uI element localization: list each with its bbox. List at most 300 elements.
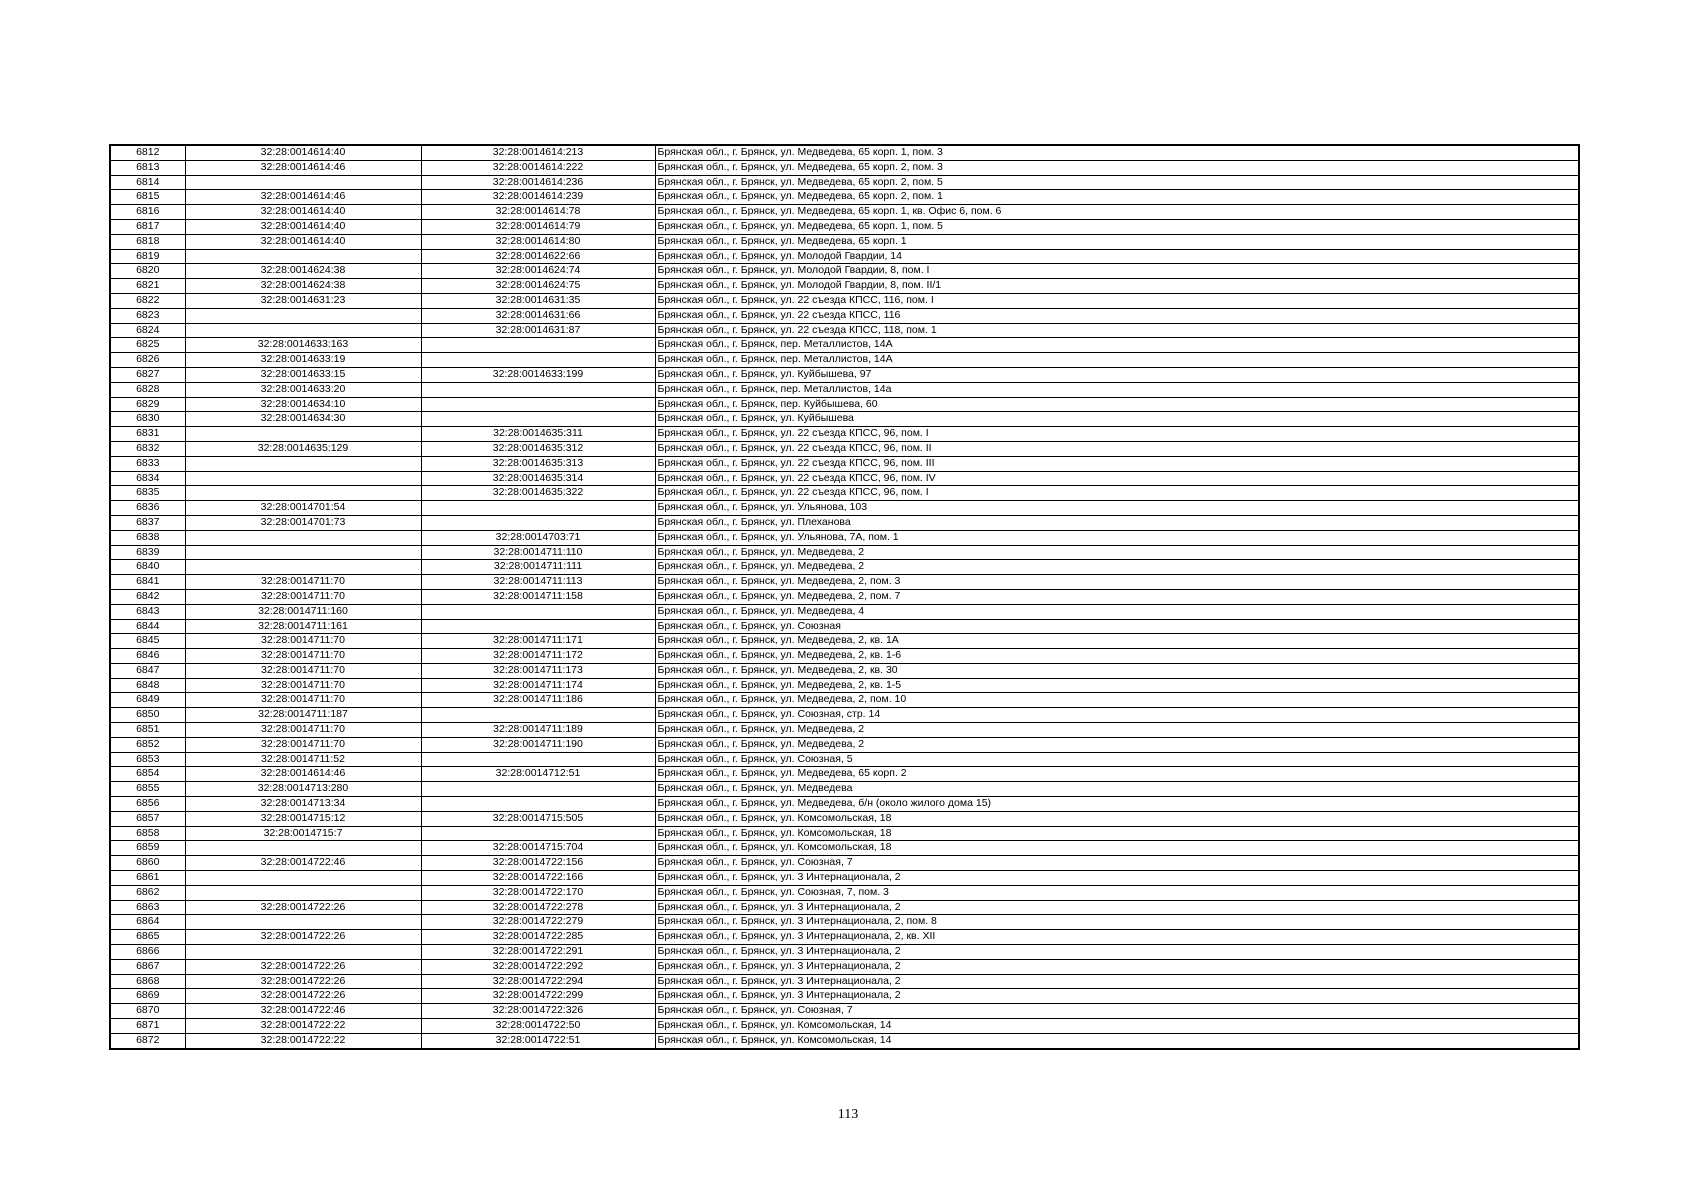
- row-number-cell: 6818: [110, 234, 185, 249]
- land-cadastral-number-cell: 32:28:0014711:187: [185, 708, 421, 723]
- row-number-cell: 6857: [110, 811, 185, 826]
- table-row: [110, 797, 1579, 812]
- row-number-cell: 6837: [110, 515, 185, 530]
- object-cadastral-number-cell: [421, 708, 655, 723]
- row-number-cell: 6833: [110, 456, 185, 471]
- object-cadastral-number-cell: 32:28:0014711:158: [421, 589, 655, 604]
- address-cell: Брянская обл., г. Брянск, ул. Союзная, 7: [655, 1004, 1579, 1019]
- address-cell: Брянская обл., г. Брянск, ул. Медведева, 65 корп. 1, пом. 3: [655, 145, 1579, 160]
- row-number-cell: 6831: [110, 427, 185, 442]
- table-row: [110, 219, 1579, 234]
- row-number-cell: 6869: [110, 989, 185, 1004]
- address-cell: Брянская обл., г. Брянск, ул. Медведева, 2, пом. 10: [655, 693, 1579, 708]
- table-row: [110, 767, 1579, 782]
- page-number: 113: [837, 1107, 859, 1122]
- land-cadastral-number-cell: [185, 885, 421, 900]
- address-cell: Брянская обл., г. Брянск, ул. 22 съезда КПСС, 96, пом. III: [655, 456, 1579, 471]
- table-row: [110, 663, 1579, 678]
- row-number-cell: 6859: [110, 841, 185, 856]
- address-cell: Брянская обл., г. Брянск, ул. Медведева, 65 корп. 1: [655, 234, 1579, 249]
- table-row: [110, 293, 1579, 308]
- row-number-cell: 6832: [110, 441, 185, 456]
- row-number-cell: 6853: [110, 752, 185, 767]
- object-cadastral-number-cell: [421, 797, 655, 812]
- address-cell: Брянская обл., г. Брянск, ул. Куйбышева, 97: [655, 367, 1579, 382]
- object-cadastral-number-cell: 32:28:0014614:239: [421, 190, 655, 205]
- object-cadastral-number-cell: 32:28:0014722:51: [421, 1033, 655, 1048]
- row-number-cell: 6822: [110, 293, 185, 308]
- table-row: [110, 723, 1579, 738]
- row-number-cell: 6864: [110, 915, 185, 930]
- object-cadastral-number-cell: 32:28:0014614:222: [421, 160, 655, 175]
- address-cell: Брянская обл., г. Брянск, ул. 3 Интернационала, 2: [655, 945, 1579, 960]
- table-row: [110, 752, 1579, 767]
- table-row: [110, 915, 1579, 930]
- object-cadastral-number-cell: 32:28:0014711:186: [421, 693, 655, 708]
- land-cadastral-number-cell: 32:28:0014713:280: [185, 782, 421, 797]
- land-cadastral-number-cell: [185, 545, 421, 560]
- table-row: [110, 1033, 1579, 1048]
- address-cell: Брянская обл., г. Брянск, ул. Молодой Гвардии, 8, пом. I: [655, 264, 1579, 279]
- land-cadastral-number-cell: [185, 175, 421, 190]
- table-row: [110, 308, 1579, 323]
- object-cadastral-number-cell: 32:28:0014722:279: [421, 915, 655, 930]
- address-cell: Брянская обл., г. Брянск, ул. Медведева, 2, кв. 1-5: [655, 678, 1579, 693]
- object-cadastral-number-cell: [421, 412, 655, 427]
- object-cadastral-number-cell: 32:28:0014614:236: [421, 175, 655, 190]
- land-cadastral-number-cell: 32:28:0014614:40: [185, 205, 421, 220]
- address-cell: Брянская обл., г. Брянск, ул. Союзная, 7, пом. 3: [655, 885, 1579, 900]
- address-cell: Брянская обл., г. Брянск, ул. Союзная, стр. 14: [655, 708, 1579, 723]
- table-row: [110, 471, 1579, 486]
- table-row: [110, 575, 1579, 590]
- object-cadastral-number-cell: [421, 619, 655, 634]
- table-row: [110, 604, 1579, 619]
- land-cadastral-number-cell: 32:28:0014711:70: [185, 723, 421, 738]
- table-row: [110, 545, 1579, 560]
- row-number-cell: 6827: [110, 367, 185, 382]
- row-number-cell: 6862: [110, 885, 185, 900]
- row-number-cell: 6851: [110, 723, 185, 738]
- object-cadastral-number-cell: 32:28:0014711:190: [421, 737, 655, 752]
- table-row: [110, 515, 1579, 530]
- address-cell: Брянская обл., г. Брянск, ул. 22 съезда КПСС, 96, пом. II: [655, 441, 1579, 456]
- address-cell: Брянская обл., г. Брянск, ул. Молодой Гвардии, 14: [655, 249, 1579, 264]
- address-cell: Брянская обл., г. Брянск, ул. 3 Интернационала, 2: [655, 959, 1579, 974]
- land-cadastral-number-cell: 32:28:0014614:40: [185, 219, 421, 234]
- land-cadastral-number-cell: 32:28:0014614:46: [185, 190, 421, 205]
- table-row: [110, 1019, 1579, 1034]
- address-cell: Брянская обл., г. Брянск, ул. Комсомольская, 18: [655, 841, 1579, 856]
- address-cell: Брянская обл., г. Брянск, ул. Медведева, 65 корп. 2, пом. 1: [655, 190, 1579, 205]
- land-cadastral-number-cell: 32:28:0014614:46: [185, 767, 421, 782]
- land-cadastral-number-cell: [185, 915, 421, 930]
- table-row: [110, 367, 1579, 382]
- table-row: [110, 974, 1579, 989]
- address-cell: Брянская обл., г. Брянск, ул. Союзная, 5: [655, 752, 1579, 767]
- row-number-cell: 6838: [110, 530, 185, 545]
- address-cell: Брянская обл., г. Брянск, ул. Комсомольская, 14: [655, 1033, 1579, 1048]
- table-row: [110, 885, 1579, 900]
- row-number-cell: 6871: [110, 1019, 185, 1034]
- land-cadastral-number-cell: 32:28:0014624:38: [185, 279, 421, 294]
- table-row: [110, 560, 1579, 575]
- address-cell: Брянская обл., г. Брянск, ул. 3 Интернационала, 2: [655, 974, 1579, 989]
- address-cell: Брянская обл., г. Брянск, ул. Медведева, 65 корп. 2, пом. 5: [655, 175, 1579, 190]
- table-row: [110, 959, 1579, 974]
- land-cadastral-number-cell: 32:28:0014711:161: [185, 619, 421, 634]
- table-row: [110, 249, 1579, 264]
- table-row: [110, 264, 1579, 279]
- row-number-cell: 6824: [110, 323, 185, 338]
- row-number-cell: 6816: [110, 205, 185, 220]
- address-cell: Брянская обл., г. Брянск, ул. 22 съезда КПСС, 118, пом. 1: [655, 323, 1579, 338]
- object-cadastral-number-cell: 32:28:0014712:51: [421, 767, 655, 782]
- row-number-cell: 6839: [110, 545, 185, 560]
- land-cadastral-number-cell: [185, 560, 421, 575]
- registry-table-body: [110, 145, 1579, 1049]
- table-row: [110, 900, 1579, 915]
- object-cadastral-number-cell: 32:28:0014715:505: [421, 811, 655, 826]
- object-cadastral-number-cell: 32:28:0014722:326: [421, 1004, 655, 1019]
- address-cell: Брянская обл., г. Брянск, ул. 22 съезда КПСС, 116: [655, 308, 1579, 323]
- object-cadastral-number-cell: 32:28:0014711:174: [421, 678, 655, 693]
- land-cadastral-number-cell: [185, 308, 421, 323]
- table-row: [110, 678, 1579, 693]
- land-cadastral-number-cell: [185, 871, 421, 886]
- table-row: [110, 145, 1579, 160]
- row-number-cell: 6814: [110, 175, 185, 190]
- object-cadastral-number-cell: [421, 782, 655, 797]
- address-cell: Брянская обл., г. Брянск, ул. Медведева, 65 корп. 1, кв. Офис 6, пом. 6: [655, 205, 1579, 220]
- table-row: [110, 456, 1579, 471]
- address-cell: Брянская обл., г. Брянск, ул. 3 Интернационала, 2, кв. XII: [655, 930, 1579, 945]
- land-cadastral-number-cell: 32:28:0014634:30: [185, 412, 421, 427]
- row-number-cell: 6835: [110, 486, 185, 501]
- table-row: [110, 441, 1579, 456]
- object-cadastral-number-cell: 32:28:0014631:87: [421, 323, 655, 338]
- land-cadastral-number-cell: [185, 323, 421, 338]
- row-number-cell: 6813: [110, 160, 185, 175]
- table-row: [110, 782, 1579, 797]
- land-cadastral-number-cell: 32:28:0014614:40: [185, 145, 421, 160]
- row-number-cell: 6872: [110, 1033, 185, 1048]
- table-row: [110, 427, 1579, 442]
- address-cell: Брянская обл., г. Брянск, ул. 3 Интернационала, 2: [655, 871, 1579, 886]
- object-cadastral-number-cell: [421, 752, 655, 767]
- object-cadastral-number-cell: 32:28:0014711:111: [421, 560, 655, 575]
- land-cadastral-number-cell: 32:28:0014722:26: [185, 900, 421, 915]
- table-row: [110, 234, 1579, 249]
- row-number-cell: 6855: [110, 782, 185, 797]
- row-number-cell: 6829: [110, 397, 185, 412]
- address-cell: Брянская обл., г. Брянск, ул. Медведева, 2, кв. 1А: [655, 634, 1579, 649]
- object-cadastral-number-cell: [421, 501, 655, 516]
- land-cadastral-number-cell: [185, 945, 421, 960]
- row-number-cell: 6828: [110, 382, 185, 397]
- row-number-cell: 6820: [110, 264, 185, 279]
- address-cell: Брянская обл., г. Брянск, ул. Куйбышева: [655, 412, 1579, 427]
- address-cell: Брянская обл., г. Брянск, ул. 22 съезда КПСС, 116, пом. I: [655, 293, 1579, 308]
- object-cadastral-number-cell: 32:28:0014631:35: [421, 293, 655, 308]
- land-cadastral-number-cell: 32:28:0014711:70: [185, 678, 421, 693]
- row-number-cell: 6817: [110, 219, 185, 234]
- land-cadastral-number-cell: 32:28:0014711:70: [185, 634, 421, 649]
- row-number-cell: 6821: [110, 279, 185, 294]
- row-number-cell: 6815: [110, 190, 185, 205]
- table-row: [110, 708, 1579, 723]
- table-row: [110, 826, 1579, 841]
- table-row: [110, 945, 1579, 960]
- address-cell: Брянская обл., г. Брянск, ул. Медведева, 65 корп. 1, пом. 5: [655, 219, 1579, 234]
- object-cadastral-number-cell: 32:28:0014711:110: [421, 545, 655, 560]
- land-cadastral-number-cell: 32:28:0014715:12: [185, 811, 421, 826]
- address-cell: Брянская обл., г. Брянск, ул. Медведева, 2, пом. 3: [655, 575, 1579, 590]
- address-cell: Брянская обл., г. Брянск, ул. Медведева, 4: [655, 604, 1579, 619]
- row-number-cell: 6823: [110, 308, 185, 323]
- address-cell: Брянская обл., г. Брянск, ул. 3 Интернационала, 2, пом. 8: [655, 915, 1579, 930]
- object-cadastral-number-cell: 32:28:0014614:78: [421, 205, 655, 220]
- address-cell: Брянская обл., г. Брянск, пер. Металлистов, 14А: [655, 338, 1579, 353]
- object-cadastral-number-cell: 32:28:0014715:704: [421, 841, 655, 856]
- table-row: [110, 501, 1579, 516]
- land-cadastral-number-cell: 32:28:0014633:163: [185, 338, 421, 353]
- land-cadastral-number-cell: 32:28:0014634:10: [185, 397, 421, 412]
- table-row: [110, 160, 1579, 175]
- address-cell: Брянская обл., г. Брянск, ул. Медведева, 2: [655, 545, 1579, 560]
- row-number-cell: 6858: [110, 826, 185, 841]
- address-cell: Брянская обл., г. Брянск, ул. Ульянова, 7А, пом. 1: [655, 530, 1579, 545]
- table-row: [110, 175, 1579, 190]
- land-cadastral-number-cell: 32:28:0014624:38: [185, 264, 421, 279]
- object-cadastral-number-cell: [421, 604, 655, 619]
- row-number-cell: 6834: [110, 471, 185, 486]
- land-cadastral-number-cell: 32:28:0014633:20: [185, 382, 421, 397]
- address-cell: Брянская обл., г. Брянск, ул. 3 Интернационала, 2: [655, 900, 1579, 915]
- row-number-cell: 6830: [110, 412, 185, 427]
- land-cadastral-number-cell: 32:28:0014711:160: [185, 604, 421, 619]
- object-cadastral-number-cell: 32:28:0014722:166: [421, 871, 655, 886]
- object-cadastral-number-cell: 32:28:0014711:173: [421, 663, 655, 678]
- address-cell: Брянская обл., г. Брянск, ул. Медведева, 2, пом. 7: [655, 589, 1579, 604]
- address-cell: Брянская обл., г. Брянск, ул. 22 съезда КПСС, 96, пом. IV: [655, 471, 1579, 486]
- land-cadastral-number-cell: 32:28:0014711:70: [185, 649, 421, 664]
- object-cadastral-number-cell: 32:28:0014631:66: [421, 308, 655, 323]
- object-cadastral-number-cell: [421, 353, 655, 368]
- address-cell: Брянская обл., г. Брянск, пер. Металлистов, 14А: [655, 353, 1579, 368]
- land-cadastral-number-cell: 32:28:0014722:22: [185, 1033, 421, 1048]
- row-number-cell: 6825: [110, 338, 185, 353]
- object-cadastral-number-cell: 32:28:0014722:156: [421, 856, 655, 871]
- row-number-cell: 6865: [110, 930, 185, 945]
- address-cell: Брянская обл., г. Брянск, ул. Комсомольская, 18: [655, 826, 1579, 841]
- address-cell: Брянская обл., г. Брянск, ул. Комсомольская, 18: [655, 811, 1579, 826]
- table-row: [110, 412, 1579, 427]
- table-row: [110, 1004, 1579, 1019]
- table-row: [110, 190, 1579, 205]
- table-row: [110, 989, 1579, 1004]
- address-cell: Брянская обл., г. Брянск, ул. Ульянова, 103: [655, 501, 1579, 516]
- object-cadastral-number-cell: 32:28:0014722:291: [421, 945, 655, 960]
- table-row: [110, 871, 1579, 886]
- object-cadastral-number-cell: 32:28:0014722:278: [421, 900, 655, 915]
- row-number-cell: 6812: [110, 145, 185, 160]
- object-cadastral-number-cell: [421, 826, 655, 841]
- land-cadastral-number-cell: 32:28:0014722:26: [185, 974, 421, 989]
- object-cadastral-number-cell: 32:28:0014703:71: [421, 530, 655, 545]
- object-cadastral-number-cell: 32:28:0014722:294: [421, 974, 655, 989]
- row-number-cell: 6856: [110, 797, 185, 812]
- row-number-cell: 6848: [110, 678, 185, 693]
- table-row: [110, 649, 1579, 664]
- object-cadastral-number-cell: 32:28:0014711:171: [421, 634, 655, 649]
- table-row: [110, 737, 1579, 752]
- land-cadastral-number-cell: 32:28:0014711:52: [185, 752, 421, 767]
- address-cell: Брянская обл., г. Брянск, ул. Медведева, 2: [655, 723, 1579, 738]
- land-cadastral-number-cell: 32:28:0014614:46: [185, 160, 421, 175]
- cadastral-registry-table: [109, 144, 1580, 1050]
- address-cell: Брянская обл., г. Брянск, ул. 3 Интернационала, 2: [655, 989, 1579, 1004]
- object-cadastral-number-cell: 32:28:0014722:285: [421, 930, 655, 945]
- row-number-cell: 6861: [110, 871, 185, 886]
- row-number-cell: 6842: [110, 589, 185, 604]
- land-cadastral-number-cell: 32:28:0014631:23: [185, 293, 421, 308]
- land-cadastral-number-cell: 32:28:0014713:34: [185, 797, 421, 812]
- object-cadastral-number-cell: 32:28:0014722:292: [421, 959, 655, 974]
- address-cell: Брянская обл., г. Брянск, ул. Союзная: [655, 619, 1579, 634]
- table-row: [110, 382, 1579, 397]
- object-cadastral-number-cell: 32:28:0014633:199: [421, 367, 655, 382]
- object-cadastral-number-cell: 32:28:0014635:312: [421, 441, 655, 456]
- address-cell: Брянская обл., г. Брянск, ул. Медведева, 2: [655, 737, 1579, 752]
- object-cadastral-number-cell: 32:28:0014614:213: [421, 145, 655, 160]
- object-cadastral-number-cell: 32:28:0014711:113: [421, 575, 655, 590]
- land-cadastral-number-cell: 32:28:0014722:22: [185, 1019, 421, 1034]
- land-cadastral-number-cell: [185, 427, 421, 442]
- land-cadastral-number-cell: 32:28:0014701:54: [185, 501, 421, 516]
- object-cadastral-number-cell: [421, 397, 655, 412]
- row-number-cell: 6863: [110, 900, 185, 915]
- object-cadastral-number-cell: 32:28:0014624:74: [421, 264, 655, 279]
- table-row: [110, 693, 1579, 708]
- object-cadastral-number-cell: 32:28:0014722:299: [421, 989, 655, 1004]
- address-cell: Брянская обл., г. Брянск, пер. Куйбышева, 60: [655, 397, 1579, 412]
- address-cell: Брянская обл., г. Брянск, ул. Медведева: [655, 782, 1579, 797]
- land-cadastral-number-cell: 32:28:0014722:26: [185, 959, 421, 974]
- land-cadastral-number-cell: 32:28:0014701:73: [185, 515, 421, 530]
- table-row: [110, 841, 1579, 856]
- row-number-cell: 6868: [110, 974, 185, 989]
- table-row: [110, 811, 1579, 826]
- land-cadastral-number-cell: 32:28:0014722:26: [185, 989, 421, 1004]
- land-cadastral-number-cell: 32:28:0014711:70: [185, 663, 421, 678]
- object-cadastral-number-cell: 32:28:0014635:311: [421, 427, 655, 442]
- row-number-cell: 6846: [110, 649, 185, 664]
- row-number-cell: 6870: [110, 1004, 185, 1019]
- address-cell: Брянская обл., г. Брянск, ул. Медведева, 2: [655, 560, 1579, 575]
- row-number-cell: 6867: [110, 959, 185, 974]
- table-row: [110, 323, 1579, 338]
- land-cadastral-number-cell: [185, 486, 421, 501]
- land-cadastral-number-cell: 32:28:0014711:70: [185, 589, 421, 604]
- table-row: [110, 279, 1579, 294]
- address-cell: Брянская обл., г. Брянск, ул. Плеханова: [655, 515, 1579, 530]
- table-row: [110, 634, 1579, 649]
- table-row: [110, 930, 1579, 945]
- land-cadastral-number-cell: [185, 530, 421, 545]
- address-cell: Брянская обл., г. Брянск, ул. Медведева, 2, кв. 30: [655, 663, 1579, 678]
- address-cell: Брянская обл., г. Брянск, ул. Медведева, 65 корп. 2, пом. 3: [655, 160, 1579, 175]
- table-row: [110, 619, 1579, 634]
- land-cadastral-number-cell: [185, 471, 421, 486]
- object-cadastral-number-cell: 32:28:0014614:79: [421, 219, 655, 234]
- row-number-cell: 6849: [110, 693, 185, 708]
- land-cadastral-number-cell: [185, 249, 421, 264]
- row-number-cell: 6843: [110, 604, 185, 619]
- object-cadastral-number-cell: 32:28:0014722:50: [421, 1019, 655, 1034]
- table-row: [110, 338, 1579, 353]
- land-cadastral-number-cell: 32:28:0014711:70: [185, 693, 421, 708]
- object-cadastral-number-cell: 32:28:0014722:170: [421, 885, 655, 900]
- address-cell: Брянская обл., г. Брянск, ул. Молодой Гвардии, 8, пом. II/1: [655, 279, 1579, 294]
- address-cell: Брянская обл., г. Брянск, ул. Комсомольская, 14: [655, 1019, 1579, 1034]
- land-cadastral-number-cell: 32:28:0014633:15: [185, 367, 421, 382]
- table-row: [110, 589, 1579, 604]
- object-cadastral-number-cell: 32:28:0014624:75: [421, 279, 655, 294]
- object-cadastral-number-cell: [421, 338, 655, 353]
- row-number-cell: 6841: [110, 575, 185, 590]
- row-number-cell: 6845: [110, 634, 185, 649]
- row-number-cell: 6860: [110, 856, 185, 871]
- table-row: [110, 397, 1579, 412]
- object-cadastral-number-cell: [421, 382, 655, 397]
- land-cadastral-number-cell: 32:28:0014722:46: [185, 856, 421, 871]
- address-cell: Брянская обл., г. Брянск, ул. 22 съезда КПСС, 96, пом. I: [655, 486, 1579, 501]
- address-cell: Брянская обл., г. Брянск, ул. Медведева, 2, кв. 1-6: [655, 649, 1579, 664]
- land-cadastral-number-cell: [185, 841, 421, 856]
- object-cadastral-number-cell: 32:28:0014711:189: [421, 723, 655, 738]
- object-cadastral-number-cell: [421, 515, 655, 530]
- row-number-cell: 6854: [110, 767, 185, 782]
- land-cadastral-number-cell: 32:28:0014715:7: [185, 826, 421, 841]
- row-number-cell: 6852: [110, 737, 185, 752]
- land-cadastral-number-cell: 32:28:0014614:40: [185, 234, 421, 249]
- land-cadastral-number-cell: 32:28:0014722:26: [185, 930, 421, 945]
- address-cell: Брянская обл., г. Брянск, ул. 22 съезда КПСС, 96, пом. I: [655, 427, 1579, 442]
- object-cadastral-number-cell: 32:28:0014635:313: [421, 456, 655, 471]
- table-row: [110, 530, 1579, 545]
- land-cadastral-number-cell: 32:28:0014722:46: [185, 1004, 421, 1019]
- object-cadastral-number-cell: 32:28:0014635:322: [421, 486, 655, 501]
- object-cadastral-number-cell: 32:28:0014622:66: [421, 249, 655, 264]
- table-row: [110, 205, 1579, 220]
- land-cadastral-number-cell: 32:28:0014711:70: [185, 575, 421, 590]
- table-row: [110, 486, 1579, 501]
- table-row: [110, 856, 1579, 871]
- row-number-cell: 6826: [110, 353, 185, 368]
- object-cadastral-number-cell: 32:28:0014635:314: [421, 471, 655, 486]
- row-number-cell: 6847: [110, 663, 185, 678]
- row-number-cell: 6844: [110, 619, 185, 634]
- table-row: [110, 353, 1579, 368]
- land-cadastral-number-cell: 32:28:0014633:19: [185, 353, 421, 368]
- land-cadastral-number-cell: 32:28:0014635:129: [185, 441, 421, 456]
- address-cell: Брянская обл., г. Брянск, ул. Союзная, 7: [655, 856, 1579, 871]
- row-number-cell: 6836: [110, 501, 185, 516]
- land-cadastral-number-cell: [185, 456, 421, 471]
- row-number-cell: 6866: [110, 945, 185, 960]
- address-cell: Брянская обл., г. Брянск, ул. Медведева, б/н (около жилого дома 15): [655, 797, 1579, 812]
